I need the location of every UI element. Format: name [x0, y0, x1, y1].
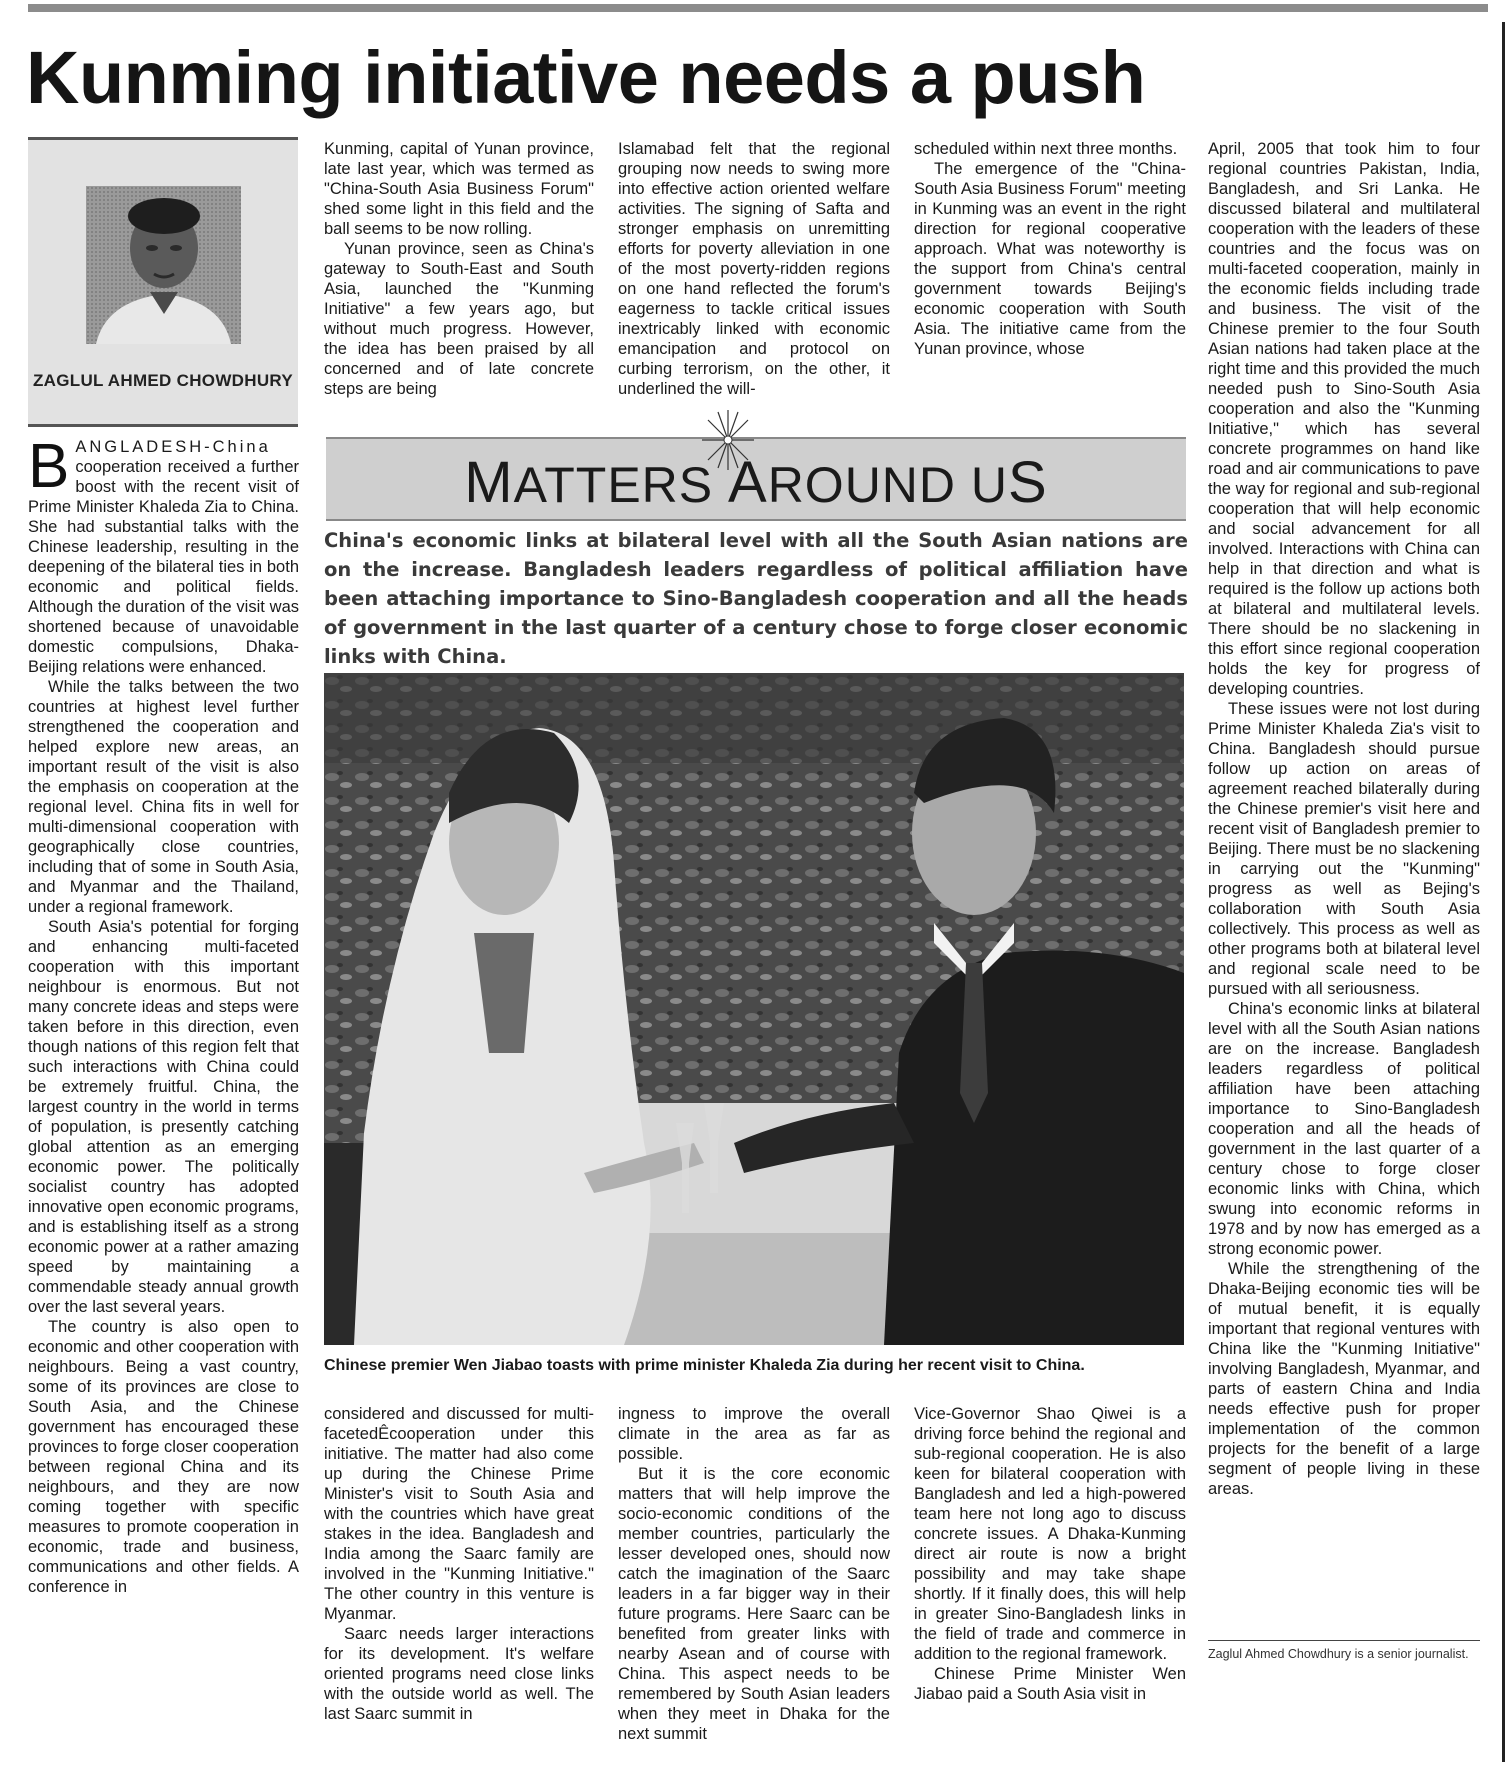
- author-box: [28, 137, 298, 427]
- author-note: Zaglul Ahmed Chowdhury is a senior journalist.: [1208, 1647, 1469, 1661]
- paragraph: South Asia's potential for forging and enhancing multi-faceted cooperation with this important neighbour is enormous. But not many concrete ideas and steps were taken before in this direction, even though nations of this region felt that such interactions with China could be extremely fruitful. China, the largest country in the world in terms of population, is presently catching global attention as an emerging economic power. The politically socialist country has adopted innovative open economic programs, and is establishing itself as a strong economic power at a rather amazing speed by maintaining a commendable steady annual growth over the last several years.: [28, 918, 299, 1316]
- paragraph: While the talks between the two countries at highest level further strengthened the cooperation and helped explore new areas, an important result of the visit is also the emphasis on cooperation at the regional level. China fits in well for multi-dimensional cooperation with geographically close countries, including that of some in South Asia, and Myanmar and the Thailand, under a regional framework.: [28, 678, 299, 916]
- paragraph: Islamabad felt that the regional grouping now needs to swing more into effective action oriented welfare activities. The signing of Safta and stronger emphasis on unremitting efforts for poverty alleviation in one of the most poverty-ridden regions on one hand reflected the forum's eagerness to tackle critical issues inextricably linked with economic emancipation and protocol on curbing terrorism, on the other, it underlined the will-: [618, 140, 890, 398]
- star-ornament-icon: [700, 408, 756, 472]
- paragraph: Kunming, capital of Yunan province, late last year, which was termed as "China-South Asia Business Forum" shed some light in this field and the ball seems to be now rolling.: [324, 140, 594, 238]
- column-2-bottom: [324, 1404, 594, 1724]
- paragraph: Chinese Prime Minister Wen Jiabao paid a South Asia visit in: [914, 1665, 1186, 1703]
- paragraph: While the strengthening of the Dhaka-Beijing economic ties will be of mutual benefit, it is equally important that regional ventures with China like the "Kunming Initiative" involving Bangladesh, Myanmar, and parts of eastern China and India needs effective push for proper implementation of the common projects for the benefit of a large segment of people living in these areas.: [1208, 1260, 1480, 1498]
- article-deck: China's economic links at bilateral level with all the South Asian nations are on the increase. Bangladesh leaders regardless of political affiliation have been attaching importance to Sino-Bangladesh cooperation and all the heads of government in the last quarter of a century chose to forge closer economic links with China.: [324, 529, 1188, 668]
- paragraph: Vice-Governor Shao Qiwei is a driving force behind the regional and sub-regional cooperation. He is also keen for bilateral cooperation with Bangladesh and led a high-powered team here not long ago to discuss concrete issues. A Dhaka-Kunming direct air route is now a bright possibility and may take shape shortly. If it finally does, this will help in greater Sino-Bangladesh links in the field of trade and commerce in addition to the regional framework.: [914, 1405, 1186, 1663]
- paragraph: Yunan province, seen as China's gateway to South-East and South Asia, launched the "Kunming Initiative" a few years ago, but without much progress. However, the idea has been praised by all concerned and of late concrete steps are being: [324, 240, 594, 398]
- paragraph: considered and discussed for multi-facetedÊcooperation under this initiative. The matter had also come up during the Chinese Prime Minister's visit to South Asia and with the countries which have great stakes in the idea. Bangladesh and India among the Saarc family are involved in the "Kunming Initiative." The other country in this venture is Myanmar.: [324, 1405, 594, 1623]
- column-4-top: [914, 139, 1186, 359]
- paragraph: Saarc needs larger interactions for its development. It's welfare oriented programs need close links with the outside world as well. The last Saarc summit in: [324, 1625, 594, 1723]
- column-label-title: MATTERS AROUND US: [464, 450, 1048, 515]
- drop-cap: B: [28, 432, 70, 501]
- author-byline: ZAGLUL AHMED CHOWDHURY: [32, 371, 293, 390]
- paragraph: These issues were not lost during Prime Minister Khaleda Zia's visit to China. Bangladesh should pursue follow up action on areas of agreement reached bilaterally during the Chinese premier's visit here and recent visit of Bangladesh premier to Beijing. There must be no slackening in carrying out the "Kunming" progress as well as Bejing's collaboration with South Asia collectively. This process as well as other programs both at bilateral level and regional scale need to be pursued with all seriousness.: [1208, 700, 1480, 998]
- paragraph: But it is the core economic matters that will help improve the socio-economic conditions of the member countries, particularly the lesser developed ones, should now catch the imagination of the Saarc leaders in a far bigger way in their future programs. Here Saarc can be benefited from greater links with nearby Asean and of course with China. This aspect needs to be remembered by South Asian leaders when they meet in Dhaka for the next summit: [618, 1465, 890, 1743]
- paragraph: The emergence of the "China-South Asia Business Forum" meeting in Kunming was an event in the right direction for regional cooperative approach. What was noteworthy is the support from China's central government towards Beijing's economic cooperation with South Asia. The initiative came from the Yunan province, whose: [914, 160, 1186, 358]
- paragraph: China's economic links at bilateral level with all the South Asian nations are on the increase. Bangladesh leaders regardless of political affiliation have been attaching importance to Sino-Bangladesh cooperation and all the heads of government in the last quarter of a century chose to forge closer economic links with China, which swung into economic reforms in 1978 and by now has emerged as a strong economic power.: [1208, 1000, 1480, 1258]
- column-4-bottom: [914, 1404, 1186, 1704]
- author-portrait: [86, 186, 241, 344]
- right-page-edge-rule: [1502, 22, 1505, 1762]
- column-3-top: [618, 139, 890, 399]
- paragraph: [28, 432, 299, 677]
- news-photo: [324, 673, 1184, 1345]
- paragraph: April, 2005 that took him to four regional countries Pakistan, India, Bangladesh, and Sri Lanka. He discussed bilateral and multilateral cooperation with the leaders of these countries and the focus was on multi-faceted cooperation, mainly in the economic fields including trade and business. The visit of the Chinese premier to the four South Asian nations had taken place at the right time and this provided the much needed push to Sino-South Asia cooperation and also the "Kunming Initiative," which has several concrete programmes on hand like road and air communications to pave the way for regional and sub-regional cooperation that will help economic and social advancement for all involved. Interactions with China can help in that direction and what is required is the follow up actions both at bilateral and multilateral levels. There should be no slackening in this effort since regional cooperation holds the key for progress of developing countries.: [1208, 140, 1480, 698]
- top-rule: [28, 4, 1488, 12]
- paragraph: ingness to improve the overall climate in the area as far as possible.: [618, 1405, 890, 1463]
- lead-caps: ANGLADESH-China: [75, 438, 271, 456]
- author-note-rule: [1208, 1640, 1480, 1641]
- photo-caption: Chinese premier Wen Jiabao toasts with prime minister Khaleda Zia during her recent visit to China.: [324, 1357, 1085, 1374]
- paragraph-text: cooperation received a further boost with the recent visit of Prime Minister Khaleda Zia to China. She had substantial talks with the Chinese leadership, resulting in the deepening of the bilateral ties in both economic and political fields. Although the duration of the visit was shortened because of unavoidable domestic compulsions, Dhaka-Beijing relations were enhanced.: [28, 458, 299, 676]
- column-3-bottom: [618, 1404, 890, 1744]
- article-headline: Kunming initiative needs a push: [26, 36, 1146, 119]
- column-5: [1208, 139, 1480, 1499]
- paragraph: The country is also open to economic and other cooperation with neighbours. Being a vast country, some of its provinces are close to South Asia, and the Chinese government has encouraged these provinces to forge closer cooperation between regional China and its neighbours, and they are now coming together with specific measures to promote cooperation in economic, trade and business, communications and other fields. A conference in: [28, 1318, 299, 1596]
- paragraph: scheduled within next three months.: [914, 140, 1178, 158]
- column-1: [28, 432, 299, 1597]
- column-2-top: [324, 139, 594, 399]
- column-label-banner: [326, 437, 1186, 521]
